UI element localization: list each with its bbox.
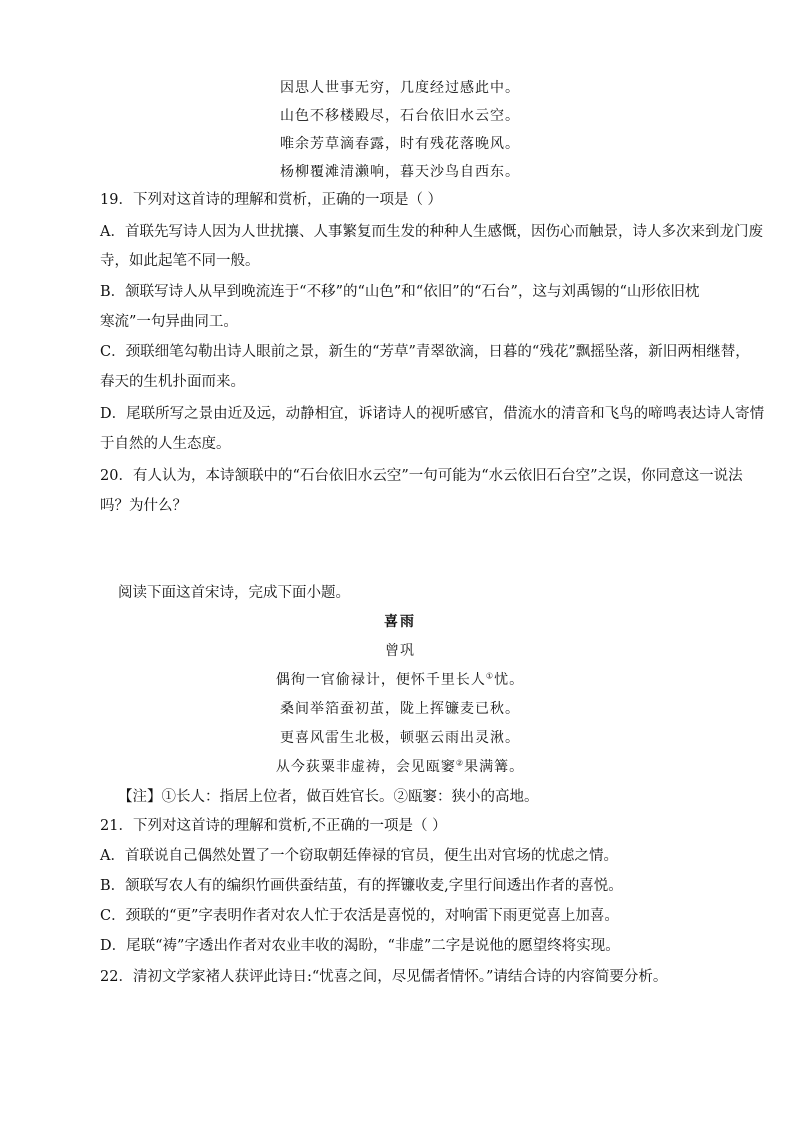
poem2-line-2: 桑间举箔蚕初茧，陇上挥镰麦已秋。	[280, 701, 520, 717]
q19-option-c-line2: 春天的生机扑面而来。	[100, 374, 245, 390]
poem2-line-1-end: 忧。	[494, 672, 525, 688]
poem2-line-4-text: 从今荻粟非虚祷，会见瓯窭	[275, 759, 456, 775]
q21-option-d: D．尾联“祷”字透出作者对农业丰收的渴盼，“非虚”二字是说他的愿望终将实现。	[100, 938, 620, 954]
poem2-note: 【注】①长人：指居上位者，做百姓官长。②瓯窭：狭小的高地。	[118, 789, 539, 805]
q21-option-c: C．颈联的“更”字表明作者对农人忙于农活是喜悦的，对响雷下雨更觉喜上加喜。	[100, 908, 619, 924]
poem2-title: 喜雨	[384, 614, 416, 630]
q19-option-a-line2: 寺，如此起笔不同一般。	[100, 253, 260, 269]
poem1-line-1: 因思人世事无穷，几度经过感此中。	[280, 80, 520, 96]
poem1-line-3: 唯余芳草滴春露，时有残花落晚风。	[280, 136, 520, 152]
question-21-stem: 21．下列对这首诗的理解和赏析,不正确的一项是（ ）	[100, 818, 447, 834]
poem2-line-1	[0, 669, 800, 691]
question-20-line2: 吗？为什么？	[100, 498, 187, 514]
poem2-line-3: 更喜风雷生北极，顿驱云雨出灵湫。	[280, 730, 520, 746]
q19-option-d-line1: D．尾联所写之景由近及远，动静相宜，诉诸诗人的视听感官，借流水的清音和飞鸟的啼鸣表达诗人寄情	[100, 406, 765, 422]
q21-option-a: A．首联说自己偶然处置了一个窃取朝廷俸禄的官员，便生出对官场的忧虑之情。	[100, 848, 618, 864]
q19-option-d-line2: 于自然的人生态度。	[100, 436, 231, 452]
poem1-line-4: 杨柳覆滩清濑响，暮天沙鸟自西东。	[280, 164, 520, 180]
reading-intro: 阅读下面这首宋诗，完成下面小题。	[118, 585, 350, 601]
q19-option-c-line1: C．颈联细笔勾勒出诗人眼前之景，新生的“芳草”青翠欲滴，日暮的“残花”飘摇坠落，新旧两相继替，	[100, 344, 750, 360]
q19-option-a-line1: A．首联先写诗人因为人世扰攘、人事繁复而生发的种种人生感慨，因伤心而触景，诗人多次来到龙门废	[100, 224, 763, 240]
q19-option-b-line2: 寒流”一句异曲同工。	[100, 314, 238, 330]
q19-option-b-line1: B．颔联写诗人从早到晚流连于“不移”的“山色”和“依旧”的“石台”，这与刘禹锡的“山形依旧枕	[100, 284, 700, 300]
poem2-line-1-text: 偶徇一官偷禄计，便怀千里长人	[275, 672, 486, 688]
poem2-line-4	[0, 756, 800, 778]
footnote-marker-2: ②	[455, 758, 465, 768]
poem2-line-4-end: 果满篝。	[464, 759, 525, 775]
question-22: 22．清初文学家褚人获评此诗日:“忧喜之间，尽见儒者情怀。”请结合诗的内容简要分析。	[100, 969, 668, 985]
question-20-line1: 20．有人认为，本诗颔联中的“石台依旧水云空”一句可能为“水云依旧石台空”之误，你同意这一说法	[100, 468, 743, 484]
poem1-line-2: 山色不移楼殿尽，石台依旧水云空。	[280, 108, 520, 124]
question-19-stem: 19．下列对这首诗的理解和赏析，正确的一项是（ ）	[100, 192, 443, 208]
poem2-author: 曾巩	[385, 643, 415, 659]
footnote-marker-1: ①	[485, 671, 495, 681]
q21-option-b: B．颔联写农人有的编织竹画供蚕结茧，有的挥镰收麦,字里行间透出作者的喜悦。	[100, 878, 623, 894]
